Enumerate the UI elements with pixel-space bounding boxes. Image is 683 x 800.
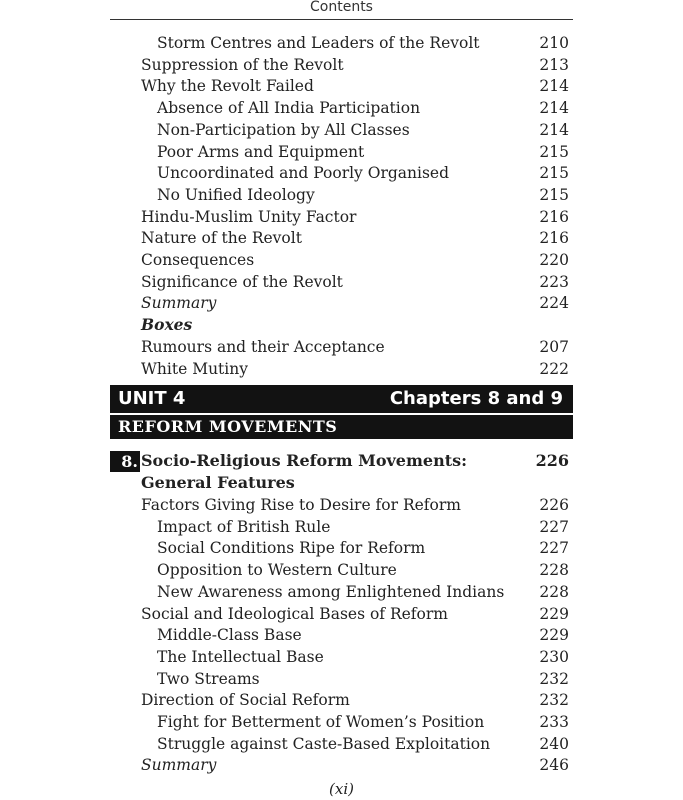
chapter-page: 226 [535,451,569,470]
toc-entry-page: 214 [539,99,569,118]
toc-entry-page: 246 [539,756,569,775]
toc-entry-page: 222 [539,359,569,378]
toc-entry-title: Suppression of the Revolt [141,55,344,74]
unit-chapters-label: Chapters 8 and 9 [389,388,563,409]
toc-entry-page: 213 [539,55,569,74]
toc-entry-title: Boxes [141,315,193,335]
toc-entry [157,624,569,646]
toc-entry-title: Two Streams [157,669,260,688]
toc-entry-title: Non-Participation by All Classes [157,120,410,139]
toc-entry-title: Rumours and their Acceptance [141,337,385,356]
toc-entry-page: 226 [539,496,569,514]
toc-entry-title: Struggle against Caste-Based Exploitation [157,734,491,753]
toc-entry-page: 232 [539,691,569,710]
toc-entry-page: 214 [539,120,569,139]
toc-entry-title: Summary [141,756,217,775]
toc-entry [141,754,569,776]
toc-entry [141,54,569,76]
toc-entry-title: Why the Revolt Failed [141,77,314,96]
toc-entry [141,249,569,271]
toc-entry-title: Factors Giving Rise to Desire for Reform [141,496,461,514]
unit-label: UNIT 4 [118,388,186,409]
toc-entry-title: Storm Centres and Leaders of the Revolt [157,34,480,52]
chapter-title-line2: General Features [141,473,295,492]
toc-entry [157,537,569,559]
toc-entry-page: 228 [539,582,569,601]
toc-entry-title: Social and Ideological Bases of Reform [141,604,448,623]
toc-entry-page: 227 [539,539,569,558]
toc-entry-title: Impact of British Rule [157,517,331,536]
toc-entry [157,581,569,603]
toc-entry-page: 227 [539,517,569,536]
toc-entry-page: 223 [539,272,569,291]
toc-entry [157,668,569,690]
toc-entry-title: No Unified Ideology [157,185,315,204]
toc-entry-page: 229 [539,626,569,645]
chapter-heading [110,450,569,496]
toc-entry-title: Poor Arms and Equipment [157,142,365,161]
toc-entry-title: The Intellectual Base [157,647,324,666]
toc-entry [141,358,569,380]
toc-entry-page: 232 [539,669,569,688]
header-title: Contents [310,0,373,15]
toc-entry [157,516,569,538]
toc-entry-page: 224 [539,294,569,313]
page-footer [0,779,683,799]
toc-entry [157,162,569,184]
toc-entry-title: Absence of All India Participation [157,99,421,118]
toc-entry-title: Hindu-Muslim Unity Factor [141,207,357,226]
toc-entry [157,119,569,141]
toc-entry-page: 215 [539,164,569,183]
toc-entry-title: Middle-Class Base [157,626,302,645]
toc-entry-page: 230 [539,647,569,666]
toc-entry [141,227,569,249]
toc-entry [141,206,569,228]
section-banner [110,415,573,439]
toc-entry [157,32,569,54]
running-header [110,0,573,20]
toc-entry [157,733,569,755]
toc-entry-page: 240 [539,734,569,753]
toc-entry [141,314,569,336]
toc-entry-page: 207 [539,337,569,356]
toc-entry [141,292,569,314]
toc-entry-title: Significance of the Revolt [141,272,343,291]
toc-entry-title: Social Conditions Ripe for Reform [157,539,426,558]
toc-entry [141,336,569,358]
toc-entry [141,271,569,293]
toc-entry-title: White Mutiny [141,359,248,378]
toc-entry-page: 229 [539,604,569,623]
toc-entry-title: Direction of Social Reform [141,691,350,710]
toc-entry-title: Summary [141,294,217,313]
toc-entry-title: Fight for Betterment of Women’s Position [157,713,485,731]
toc-entry-title: Opposition to Western Culture [157,561,397,580]
chapter-title-line1: Socio-Religious Reform Movements: [141,451,468,470]
toc-entry [157,559,569,581]
toc-entry-page: 228 [539,561,569,580]
unit-banner [110,385,573,413]
toc-entry-page: 220 [539,251,569,269]
toc-entry-page: 233 [539,713,569,731]
toc-entry-title: New Awareness among Enlightened Indians [157,582,505,601]
toc-entry-title: Nature of the Revolt [141,229,302,248]
footer-page-number: (xi) [329,780,354,798]
chapter-number: 8. [110,451,140,472]
toc-entry-page: 216 [539,229,569,248]
toc-entry [157,646,569,668]
toc-entry [157,184,569,206]
toc-entry-title: Uncoordinated and Poorly Organised [157,164,450,183]
toc-entry-page: 215 [539,142,569,161]
toc-entry [141,603,569,625]
toc-entry-page: 215 [539,185,569,204]
toc-entry-title: Consequences [141,251,255,269]
toc-entry-page: 210 [539,34,569,52]
toc-entry-page: 216 [539,207,569,226]
toc-entry [157,97,569,119]
section-title: REFORM MOVEMENTS [118,417,338,436]
toc-entry [157,711,569,733]
toc-entry [141,494,569,516]
toc-entry [141,689,569,711]
chapter-title [141,450,467,494]
toc-entry [157,141,569,163]
toc-entry [141,75,569,97]
toc-entry-page: 214 [539,77,569,96]
